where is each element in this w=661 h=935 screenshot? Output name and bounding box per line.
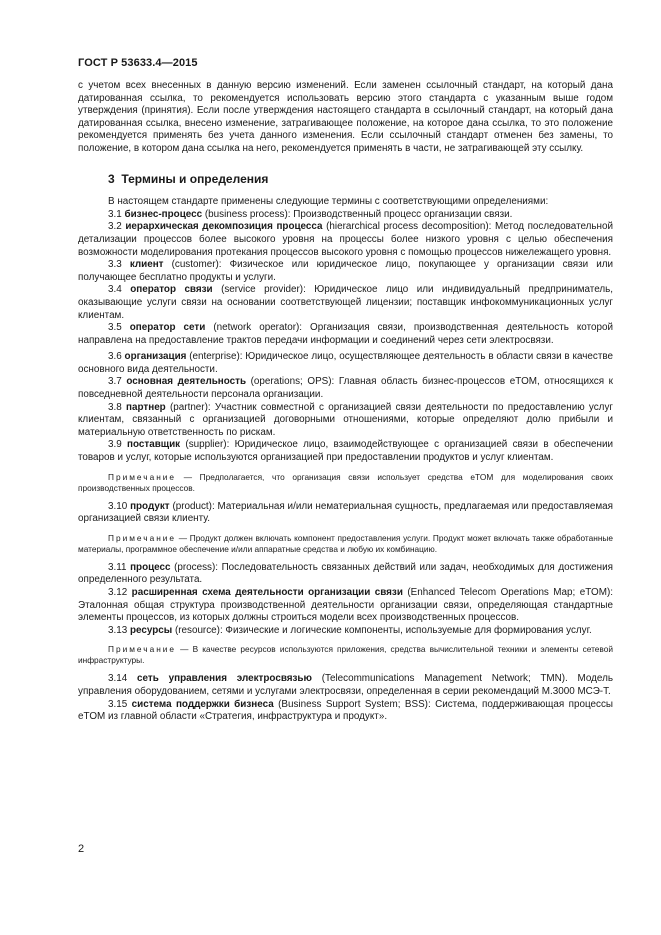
term-entry: 3.1 бизнес-процесс (business process): Производственный процесс организации связи.: [108, 208, 513, 220]
page-number: 2: [78, 843, 85, 855]
term-name: ресурсы: [129, 624, 173, 636]
term-entry: 3.13 ресурсы (resource): Физические и логические компоненты, используемые для формирования услуг.: [108, 624, 592, 636]
term-entry: 3.9 поставщик (supplier): Юридическое лицо, взаимодействующее с организацией связи в обеспечении товаров и услуг, которые используются организацией при предоставлении продуктов и услуг клиентам.: [78, 439, 613, 464]
term-name: иерархическая декомпозиция процесса: [125, 221, 323, 233]
term-name: поставщик: [127, 439, 181, 451]
term-name: сеть управления электросвязью: [137, 673, 312, 685]
term-entry: 3.11 процесс (process): Последовательность связанных действий или задач, необходимых для достижения определенного результата.: [78, 561, 613, 586]
term-name: оператор связи: [130, 284, 213, 296]
term-entry: 3.15 система поддержки бизнеса (Business Support System; BSS): Система, поддерживающая процессы eTOM из главной области «Стратегия, инфраструктура и продукт».: [78, 698, 613, 723]
page-content: [78, 80, 613, 724]
term-entry: 3.3 клиент (customer): Физическое или юридическое лицо, покупающее у организации связи или получающее бесплатно продукты и услуги.: [78, 259, 613, 283]
section-number: 3: [108, 171, 115, 186]
term-entry: 3.5 оператор сети (network operator): Организация связи, производственная деятельность которой направлена на предоставление трактов передачи информации и соединений через сети электросвязи.: [78, 322, 613, 346]
term-name: основная деятельность: [126, 376, 247, 388]
term-entry: 3.2 иерархическая декомпозиция процесса (hierarchical process decomposition): Метод последовательной детализации процессов более высокого уровня на процессы более низкого уровня с целью обеспечения возможности моделирования протекания процессов высокого уровня с помощью процессов нижележащего уровня.: [78, 221, 614, 258]
term-entry: 3.7 основная деятельность (operations; OPS): Главная область бизнес-процессов eTOM, относящихся к повседневной деятельности персонала организации.: [78, 376, 613, 401]
term-name: клиент: [129, 259, 164, 271]
term-entry: 3.4 оператор связи (service provider): Юридическое лицо или индивидуальный предприниматель, оказывающие услуги связи на основании соответствующей лицензии; поставщик инфокоммуникационных услуг клиентам.: [78, 284, 614, 321]
term-entry: 3.14 сеть управления электросвязью (Telecommunications Management Network; TMN). Модель управления оборудованием, сетями и услугами электросвязи, определенная в серии рекомендаций М.3000 МСЭ-Т.: [78, 673, 613, 697]
term-entry: 3.6 организация (enterprise): Юридическое лицо, осуществляющее деятельность в области связи в качестве основного вида деятельности.: [78, 351, 613, 375]
term-name: продукт: [130, 500, 170, 512]
intro-paragraph: с учетом всех внесенных в данную версию изменений. Если заменен ссылочный стандарт, на который дана датированная ссылка, то рекомендуется использовать версию этого стандарта с указанным выше годом утверждения (принятия). Если после утверждения настоящего стандарта в ссылочный стандарт, на который дана датированная ссылка, внесено изменение, затрагивающее положение, на которое дана ссылка, то это положение рекомендуется применять без учета данного изменения. Если ссылочный стандарт отменен без замены, то положение, в котором дана ссылка на него, рекомендуется применять в части, не затрагивающей эту ссылку.: [78, 80, 613, 154]
term-name: система поддержки бизнеса: [131, 698, 274, 710]
section-heading: [108, 173, 613, 186]
term-name: организация: [124, 351, 187, 363]
note: Примечание — Предполагается, что организация связи использует средства eTOM для моделирования своих производственных процессов.: [78, 471, 613, 493]
note-label: Примечание: [108, 532, 177, 543]
term-name: расширенная схема деятельности организации связи: [131, 587, 403, 598]
document-header: ГОСТ Р 53633.4—2015: [78, 57, 198, 69]
section-title: Термины и определения: [121, 171, 269, 186]
term-name: партнер: [126, 401, 166, 413]
term-name: бизнес-процесс: [124, 208, 203, 220]
term-entry: 3.10 продукт (product): Материальная и/или нематериальная сущность, предлагаемая или предоставляемая организацией связи клиенту.: [78, 500, 613, 525]
term-entry: 3.8 партнер (partner): Участник совместной с организацией связи деятельности по предоставлению услуг клиентам, связанный с организацией договорными отношениями, которые определяют долю прибыли и материальную ответственность по рискам.: [78, 401, 613, 438]
note-label: Примечание: [108, 644, 177, 655]
note: Примечание — Продукт должен включать компонент предоставления услуги. Продукт может включать также обработанные материалы, программное обеспечение и/или аппаратные средства и любую их комбинацию.: [78, 532, 613, 554]
term-entry: 3.12 расширенная схема деятельности организации связи (Enhanced Telecom Operations Map; eTOM): Эталонная общая структура производственной деятельности организации связи, определяющая стандартные элементы процессов, из которых должны строиться модели всех производственных процессов.: [78, 587, 613, 624]
section-lead: В настоящем стандарте применены следующие термины с соответствующими определениями:: [108, 196, 549, 208]
note-label: Примечание: [108, 471, 177, 482]
term-name: процесс: [130, 561, 171, 573]
term-name: оператор сети: [129, 322, 206, 334]
note: Примечание — В качестве ресурсов используются приложения, средства вычислительной техники и элементы сетевой инфраструктуры.: [78, 644, 613, 666]
